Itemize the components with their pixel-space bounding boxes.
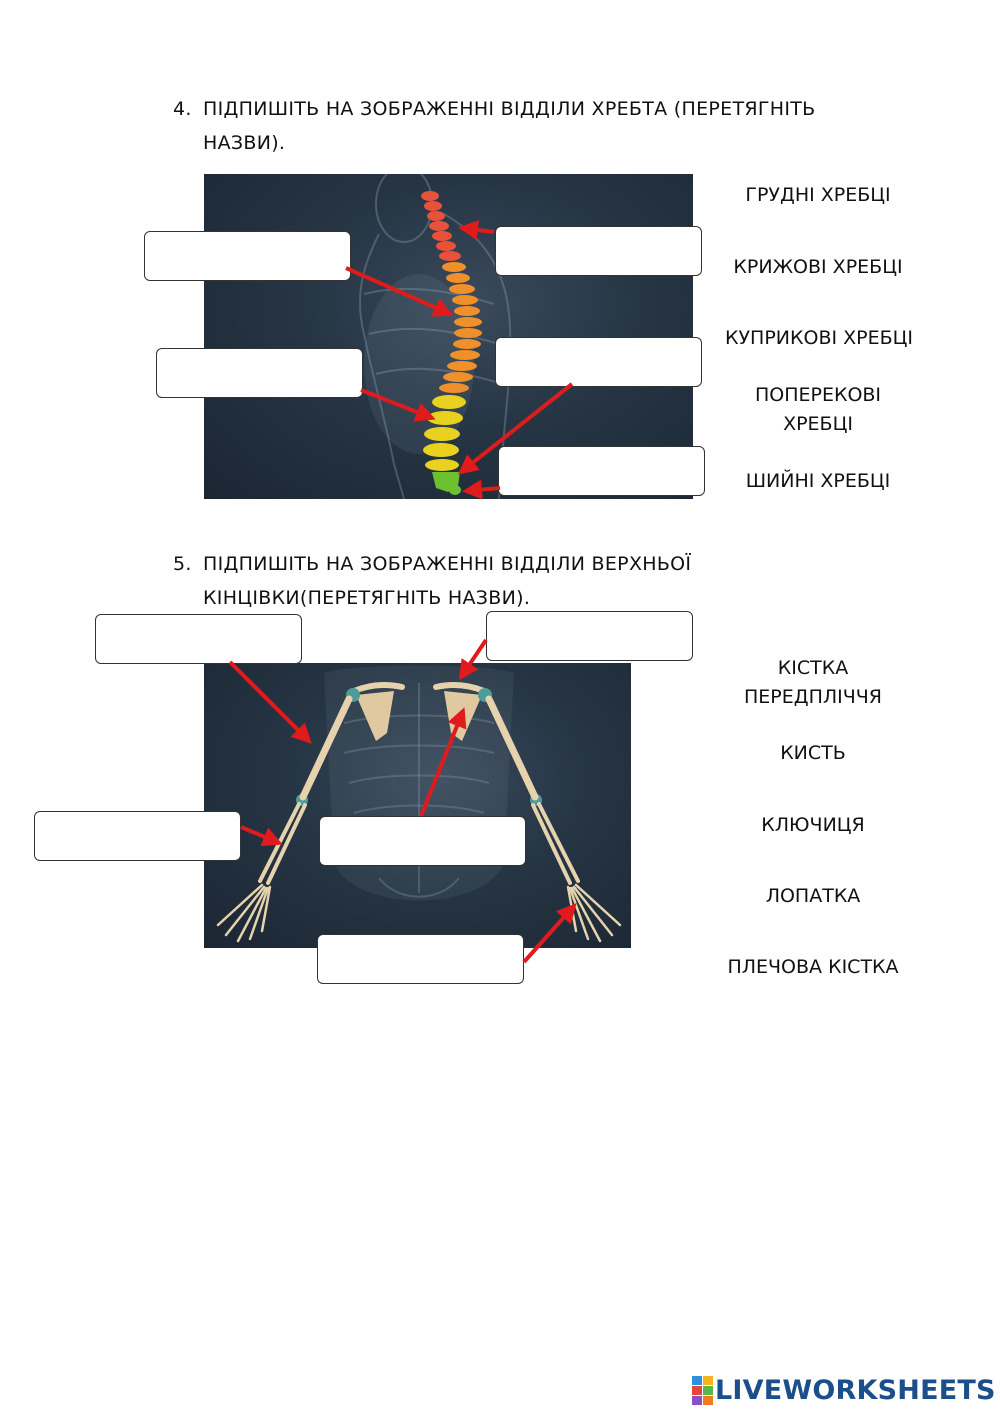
task-5-text xyxy=(203,547,883,615)
spine-drop-box-4[interactable] xyxy=(495,337,702,387)
spine-drop-box-1[interactable] xyxy=(144,231,351,281)
arm-drop-box-2[interactable] xyxy=(486,611,693,661)
liveworksheets-brand xyxy=(692,1372,996,1408)
arm-drop-box-3[interactable] xyxy=(34,811,241,861)
spine-drop-box-3[interactable] xyxy=(156,348,363,398)
word-scapula[interactable]: ЛОПАТКА xyxy=(765,885,861,907)
task-5-instruction xyxy=(173,547,893,617)
liveworksheets-logo-icon xyxy=(692,1376,712,1404)
spine-drop-box-5[interactable] xyxy=(498,446,705,496)
word-lumbar-line1: ПОПЕРЕКОВІ xyxy=(754,384,882,406)
task-4-number: 4. xyxy=(173,98,192,120)
word-lumbar[interactable] xyxy=(718,381,918,439)
arm-skeleton-illustration xyxy=(204,663,631,948)
task-4-instruction xyxy=(173,92,893,162)
word-cervical[interactable]: ШИЙНІ ХРЕБЦІ xyxy=(745,470,891,492)
arm-image xyxy=(204,663,631,948)
word-forearm-bone[interactable] xyxy=(713,654,913,712)
word-sacral[interactable]: КРИЖОВІ ХРЕБЦІ xyxy=(733,256,903,278)
word-coccygeal[interactable]: КУПРИКОВІ ХРЕБЦІ xyxy=(724,327,913,349)
arm-drop-box-1[interactable] xyxy=(95,614,302,664)
brand-name: LIVEWORKSHEETS xyxy=(715,1374,996,1406)
task-5-line1: ПІДПИШІТЬ НА ЗОБРАЖЕННІ ВІДДІЛИ ВЕРХНЬОЇ xyxy=(203,553,692,575)
sacral-vertebrae xyxy=(432,472,461,495)
task-5-number: 5. xyxy=(173,553,192,575)
task-4-line1: ПІДПИШІТЬ НА ЗОБРАЖЕННІ ВІДДІЛИ ХРЕБТА (ПЕРЕТЯГНІТЬ xyxy=(203,98,816,120)
arm-drop-box-4[interactable] xyxy=(319,816,526,866)
spine-drop-box-2[interactable] xyxy=(495,226,702,276)
word-lumbar-line2: ХРЕБЦІ xyxy=(783,413,853,435)
arm-drop-box-5[interactable] xyxy=(317,934,524,984)
task-5-line2: КІНЦІВКИ(ПЕРЕТЯГНІТЬ НАЗВИ). xyxy=(203,587,531,609)
task-4-line2: НАЗВИ). xyxy=(203,132,286,154)
word-forearm-line2: ПЕРЕДПЛІЧЧЯ xyxy=(743,686,883,708)
task-4-text xyxy=(203,92,883,160)
word-humerus[interactable]: ПЛЕЧОВА КІСТКА xyxy=(727,956,899,978)
word-forearm-line1: КІСТКА xyxy=(777,657,849,679)
word-clavicle[interactable]: КЛЮЧИЦЯ xyxy=(761,814,865,836)
word-thoracic[interactable]: ГРУДНІ ХРЕБЦІ xyxy=(745,184,891,206)
word-hand[interactable]: КИСТЬ xyxy=(780,742,846,764)
